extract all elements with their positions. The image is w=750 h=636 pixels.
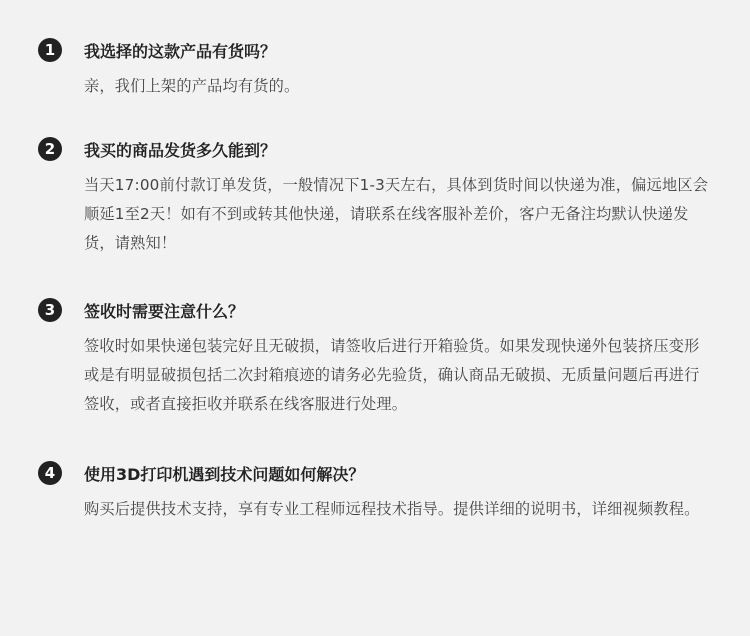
faq-question-row [38, 38, 276, 62]
faq-answer: 当天17:00前付款订单发货，一般情况下1-3天左右，具体到货时间以快递为准，偏远地区会顺延1至2天！如有不到或转其他快递，请联系在线客服补差价，客户无备注均默认快递发货，请熟知！ [84, 176, 709, 252]
faq-question: 我买的商品发货多久能到？ [84, 140, 277, 160]
number-badge: 4 [38, 461, 62, 485]
number-badge: 3 [38, 298, 62, 322]
faq-question: 使用3D打印机遇到技术问题如何解决？ [84, 464, 365, 484]
number-badge: 2 [38, 137, 62, 161]
faq-question: 我选择的这款产品有货吗？ [84, 41, 277, 61]
number-badge: 1 [38, 38, 62, 62]
faq-answer: 签收时如果快递包装完好且无破损，请签收后进行开箱验货。如果发现快递外包装挤压变形或是有明显破损包括二次封箱痕迹的请务必先验货，确认商品无破损、无质量问题后再进行签收，或者直接拒收并联系在线客服进行处理。 [84, 337, 700, 413]
faq-question-row [38, 137, 276, 161]
faq-question-row [38, 298, 244, 322]
faq-answer: 亲，我们上架的产品均有货的。 [84, 77, 300, 95]
faq-question: 签收时需要注意什么？ [84, 301, 245, 321]
faq-answer: 购买后提供技术支持，享有专业工程师远程技术指导。提供详细的说明书，详细视频教程。 [84, 500, 700, 518]
faq-question-row [38, 461, 364, 485]
